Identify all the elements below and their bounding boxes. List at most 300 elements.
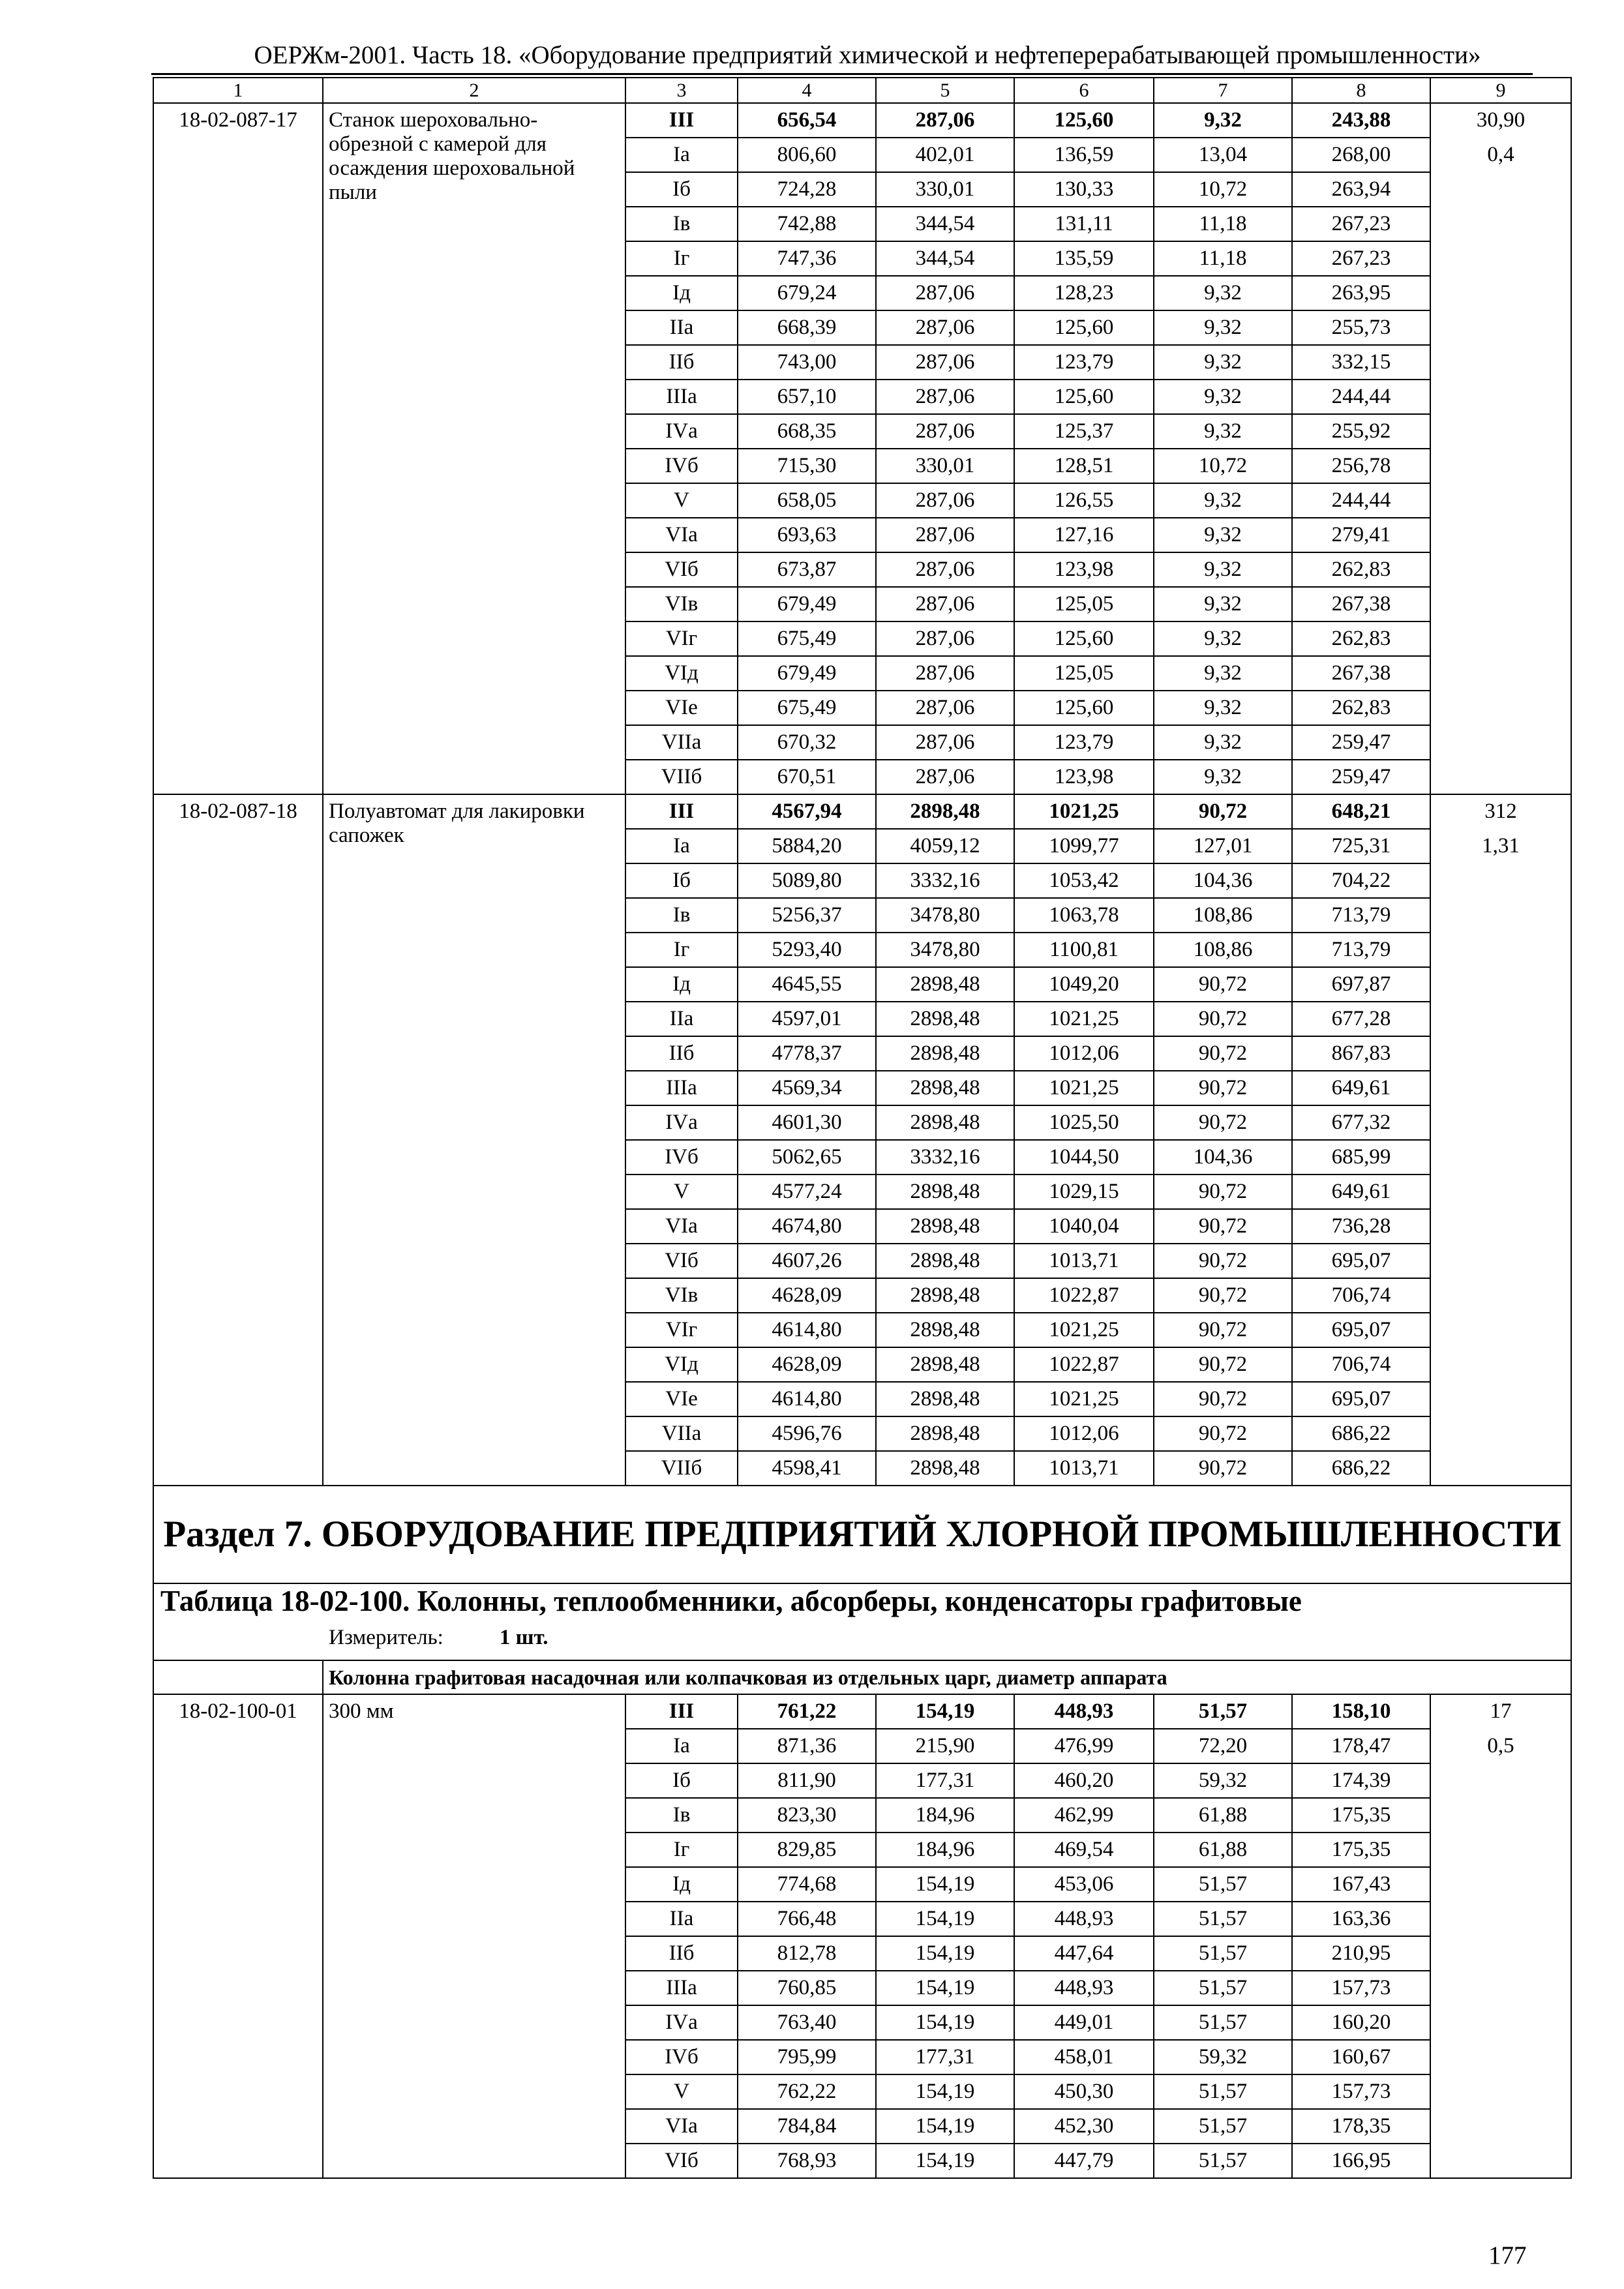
value-cell: 4567,94 [738,794,876,829]
value-cell: 90,72 [1154,1209,1292,1244]
value-cell: 287,06 [876,656,1014,691]
value-cell: 724,28 [738,172,876,207]
value-cell: 104,36 [1154,863,1292,898]
value-cell: 657,10 [738,380,876,414]
value-cell: 287,06 [876,552,1014,587]
category-cell: Iг [625,241,738,276]
value-cell: 5293,40 [738,933,876,967]
value-cell: 2898,48 [876,1313,1014,1347]
value-cell: 402,01 [876,138,1014,172]
value-cell: 725,31 [1292,829,1430,863]
value-cell: 704,22 [1292,863,1430,898]
value-cell: 706,74 [1292,1347,1430,1382]
value-cell: 448,93 [1014,1971,1154,2005]
column-number: 6 [1014,78,1154,103]
value-cell: 679,49 [738,656,876,691]
value-cell: 158,10 [1292,1694,1430,1729]
category-cell: Iд [625,276,738,310]
value-cell: 154,19 [876,1936,1014,1971]
col9-value: 0,5 [1487,1734,1514,1758]
value-cell: 51,57 [1154,2074,1292,2109]
value-cell: 9,32 [1154,621,1292,656]
value-cell: 1049,20 [1014,967,1154,1002]
value-cell: 267,38 [1292,587,1430,621]
value-cell: 9,32 [1154,587,1292,621]
value-cell: 127,01 [1154,829,1292,863]
value-cell: 51,57 [1154,2144,1292,2178]
category-cell: III [625,1694,738,1729]
category-cell: V [625,2074,738,2109]
value-cell: 5256,37 [738,898,876,933]
category-cell: Iб [625,863,738,898]
column-number: 5 [876,78,1014,103]
column-number: 3 [625,78,738,103]
column-number: 2 [323,78,625,103]
category-cell: VIд [625,1347,738,1382]
value-cell: 713,79 [1292,898,1430,933]
value-cell: 125,37 [1014,414,1154,449]
category-cell: Iг [625,933,738,967]
value-cell: 90,72 [1154,1002,1292,1036]
value-cell: 244,44 [1292,483,1430,518]
value-cell: 668,39 [738,310,876,345]
category-cell: IVб [625,2040,738,2074]
value-cell: 330,01 [876,172,1014,207]
value-cell: 9,32 [1154,691,1292,725]
column-number: 7 [1154,78,1292,103]
value-cell: 262,83 [1292,691,1430,725]
value-cell: 4645,55 [738,967,876,1002]
value-cell: 649,61 [1292,1071,1430,1105]
value-cell: 1021,25 [1014,1313,1154,1347]
value-cell: 2898,48 [876,794,1014,829]
value-cell: 2898,48 [876,967,1014,1002]
category-cell: IVа [625,1105,738,1140]
value-cell: 658,05 [738,483,876,518]
value-cell: 1012,06 [1014,1036,1154,1071]
value-cell: 670,51 [738,760,876,794]
col9-cell [1430,103,1571,794]
value-cell: 5089,80 [738,863,876,898]
value-cell: 4569,34 [738,1071,876,1105]
value-cell: 713,79 [1292,933,1430,967]
value-cell: 160,67 [1292,2040,1430,2074]
value-cell: 267,38 [1292,656,1430,691]
category-cell: IIб [625,1936,738,1971]
value-cell: 167,43 [1292,1867,1430,1902]
value-cell: 128,51 [1014,449,1154,483]
value-cell: 61,88 [1154,1798,1292,1833]
value-cell: 136,59 [1014,138,1154,172]
value-cell: 154,19 [876,2074,1014,2109]
value-cell: 10,72 [1154,172,1292,207]
category-cell: VIб [625,552,738,587]
category-cell: V [625,483,738,518]
value-cell: 175,35 [1292,1798,1430,1833]
table-row [153,794,1571,829]
value-cell: 806,60 [738,138,876,172]
measure-line [160,1623,1571,1652]
value-cell: 125,60 [1014,380,1154,414]
value-cell: 154,19 [876,2144,1014,2178]
value-cell: 448,93 [1014,1902,1154,1936]
value-cell: 706,74 [1292,1278,1430,1313]
value-cell: 2898,48 [876,1105,1014,1140]
value-cell: 51,57 [1154,2005,1292,2040]
value-cell: 1040,04 [1014,1209,1154,1244]
value-cell: 1021,25 [1014,1002,1154,1036]
value-cell: 287,06 [876,760,1014,794]
value-cell: 4614,80 [738,1313,876,1347]
value-cell: 795,99 [738,2040,876,2074]
value-cell: 656,54 [738,103,876,138]
value-cell: 9,32 [1154,760,1292,794]
value-cell: 449,01 [1014,2005,1154,2040]
category-cell: Iа [625,138,738,172]
value-cell: 125,60 [1014,691,1154,725]
value-cell: 448,93 [1014,1694,1154,1729]
value-cell: 685,99 [1292,1140,1430,1174]
value-cell: 2898,48 [876,1451,1014,1486]
value-cell: 1013,71 [1014,1451,1154,1486]
category-cell: VIе [625,1382,738,1416]
value-cell: 125,05 [1014,587,1154,621]
value-cell: 13,04 [1154,138,1292,172]
value-cell: 160,20 [1292,2005,1430,2040]
value-cell: 330,01 [876,449,1014,483]
value-cell: 9,32 [1154,345,1292,380]
value-cell: 90,72 [1154,1244,1292,1278]
category-cell: III [625,794,738,829]
value-cell: 90,72 [1154,967,1292,1002]
value-cell: 157,73 [1292,1971,1430,2005]
value-cell: 4628,09 [738,1278,876,1313]
category-cell: VIб [625,2144,738,2178]
value-cell: 125,05 [1014,656,1154,691]
category-cell: Iг [625,1833,738,1867]
value-cell: 90,72 [1154,1382,1292,1416]
value-cell: 4059,12 [876,829,1014,863]
category-cell: VIв [625,587,738,621]
table-heading-row [153,1583,1571,1660]
value-cell: 51,57 [1154,1971,1292,2005]
value-cell: 131,11 [1014,207,1154,241]
value-cell: 90,72 [1154,1071,1292,1105]
category-cell: Iа [625,1729,738,1763]
value-cell: 344,54 [876,207,1014,241]
category-cell: VIг [625,1313,738,1347]
equipment-name: Станок шероховально-обрезной с камерой для осаждения шероховальной пыли [323,103,625,794]
category-cell: Iд [625,1867,738,1902]
value-cell: 123,79 [1014,725,1154,760]
value-cell: 677,28 [1292,1002,1430,1036]
value-cell: 135,59 [1014,241,1154,276]
value-cell: 11,18 [1154,207,1292,241]
category-cell: IIIа [625,380,738,414]
category-cell: VIIб [625,760,738,794]
value-cell: 695,07 [1292,1313,1430,1347]
rates-table [153,77,1572,2179]
section-title: Раздел 7. ОБОРУДОВАНИЕ ПРЕДПРИЯТИЙ ХЛОРНОЙ ПРОМЫШЛЕННОСТИ [153,1486,1571,1583]
value-cell: 51,57 [1154,1902,1292,1936]
value-cell: 287,06 [876,414,1014,449]
value-cell: 447,64 [1014,1936,1154,1971]
value-cell: 1021,25 [1014,794,1154,829]
value-cell: 177,31 [876,2040,1014,2074]
value-cell: 823,30 [738,1798,876,1833]
value-cell: 154,19 [876,1867,1014,1902]
value-cell: 344,54 [876,241,1014,276]
value-cell: 867,83 [1292,1036,1430,1071]
column-number-row [153,78,1571,103]
value-cell: 4601,30 [738,1105,876,1140]
category-cell: V [625,1174,738,1209]
value-cell: 90,72 [1154,794,1292,829]
category-cell: VIIб [625,1451,738,1486]
value-cell: 262,83 [1292,621,1430,656]
value-cell: 126,55 [1014,483,1154,518]
value-cell: 184,96 [876,1798,1014,1833]
rate-code: 18-02-100-01 [153,1694,323,2178]
value-cell: 287,06 [876,691,1014,725]
value-cell: 127,16 [1014,518,1154,552]
value-cell: 1013,71 [1014,1244,1154,1278]
rate-code: 18-02-087-17 [153,103,323,794]
value-cell: 2898,48 [876,1209,1014,1244]
value-cell: 3332,16 [876,1140,1014,1174]
value-cell: 72,20 [1154,1729,1292,1763]
value-cell: 2898,48 [876,1244,1014,1278]
value-cell: 3478,80 [876,898,1014,933]
value-cell: 2898,48 [876,1036,1014,1071]
value-cell: 649,61 [1292,1174,1430,1209]
value-cell: 812,78 [738,1936,876,1971]
value-cell: 4778,37 [738,1036,876,1071]
value-cell: 648,21 [1292,794,1430,829]
value-cell: 760,85 [738,1971,876,2005]
category-cell: IIб [625,345,738,380]
value-cell: 166,95 [1292,2144,1430,2178]
value-cell: 123,79 [1014,345,1154,380]
value-cell: 163,36 [1292,1902,1430,1936]
table-row [153,103,1571,138]
value-cell: 177,31 [876,1763,1014,1798]
value-cell: 215,90 [876,1729,1014,1763]
value-cell: 747,36 [738,241,876,276]
value-cell: 469,54 [1014,1833,1154,1867]
value-cell: 90,72 [1154,1347,1292,1382]
category-cell: VIг [625,621,738,656]
equipment-name: 300 мм [323,1694,625,2178]
category-cell: VIа [625,1209,738,1244]
value-cell: 175,35 [1292,1833,1430,1867]
value-cell: 1029,15 [1014,1174,1154,1209]
value-cell: 4577,24 [738,1174,876,1209]
value-cell: 51,57 [1154,2109,1292,2144]
value-cell: 762,22 [738,2074,876,2109]
value-cell: 2898,48 [876,1278,1014,1313]
category-cell: VIд [625,656,738,691]
table-title: Таблица 18-02-100. Колонны, теплообменники, абсорберы, конденсаторы графитовые [160,1585,1302,1617]
col9-value: 1,31 [1482,834,1520,858]
value-cell: 332,15 [1292,345,1430,380]
value-cell: 9,32 [1154,414,1292,449]
value-cell: 675,49 [738,691,876,725]
col9-value: 17 [1490,1699,1512,1723]
value-cell: 2898,48 [876,1347,1014,1382]
value-cell: 255,92 [1292,414,1430,449]
value-cell: 763,40 [738,2005,876,2040]
measure-value: 1 шт. [499,1626,549,1649]
value-cell: 2898,48 [876,1174,1014,1209]
value-cell: 2898,48 [876,1416,1014,1451]
value-cell: 90,72 [1154,1174,1292,1209]
value-cell: 460,20 [1014,1763,1154,1798]
value-cell: 673,87 [738,552,876,587]
value-cell: 1063,78 [1014,898,1154,933]
subheading: Колонна графитовая насадочная или колпачковая из отдельных царг, диаметр аппарата [323,1660,1571,1694]
column-number: 4 [738,78,876,103]
value-cell: 462,99 [1014,1798,1154,1833]
category-cell: Iв [625,207,738,241]
value-cell: 178,35 [1292,2109,1430,2144]
value-cell: 154,19 [876,1694,1014,1729]
value-cell: 695,07 [1292,1244,1430,1278]
value-cell: 1021,25 [1014,1382,1154,1416]
value-cell: 5884,20 [738,829,876,863]
category-cell: Iв [625,1798,738,1833]
equipment-name: Полуавтомат для лакировки сапожек [323,794,625,1486]
value-cell: 108,86 [1154,933,1292,967]
value-cell: 1022,87 [1014,1278,1154,1313]
value-cell: 178,47 [1292,1729,1430,1763]
value-cell: 670,32 [738,725,876,760]
value-cell: 9,32 [1154,518,1292,552]
value-cell: 677,32 [1292,1105,1430,1140]
value-cell: 9,32 [1154,103,1292,138]
measure-label: Измеритель: [329,1626,444,1649]
value-cell: 4628,09 [738,1347,876,1382]
subheading-row [153,1660,1571,1694]
value-cell: 1100,81 [1014,933,1154,967]
value-cell: 9,32 [1154,310,1292,345]
value-cell: 279,41 [1292,518,1430,552]
value-cell: 287,06 [876,310,1014,345]
value-cell: 287,06 [876,587,1014,621]
category-cell: Iа [625,829,738,863]
value-cell: 675,49 [738,621,876,656]
value-cell: 9,32 [1154,276,1292,310]
value-cell: 287,06 [876,621,1014,656]
value-cell: 784,84 [738,2109,876,2144]
value-cell: 51,57 [1154,1694,1292,1729]
value-cell: 679,24 [738,276,876,310]
value-cell: 695,07 [1292,1382,1430,1416]
value-cell: 9,32 [1154,483,1292,518]
value-cell: 1012,06 [1014,1416,1154,1451]
col9-cell [1430,794,1571,1486]
category-cell: VIIа [625,1416,738,1451]
category-cell: IIа [625,310,738,345]
value-cell: 4674,80 [738,1209,876,1244]
value-cell: 9,32 [1154,380,1292,414]
value-cell: 768,93 [738,2144,876,2178]
value-cell: 686,22 [1292,1416,1430,1451]
category-cell: Iв [625,898,738,933]
value-cell: 59,32 [1154,2040,1292,2074]
value-cell: 90,72 [1154,1105,1292,1140]
value-cell: 871,36 [738,1729,876,1763]
value-cell: 452,30 [1014,2109,1154,2144]
category-cell: VIе [625,691,738,725]
value-cell: 287,06 [876,276,1014,310]
value-cell: 90,72 [1154,1278,1292,1313]
value-cell: 453,06 [1014,1867,1154,1902]
value-cell: 262,83 [1292,552,1430,587]
value-cell: 210,95 [1292,1936,1430,1971]
value-cell: 125,60 [1014,103,1154,138]
category-cell: Iб [625,1763,738,1798]
column-number: 8 [1292,78,1430,103]
value-cell: 287,06 [876,345,1014,380]
category-cell: VIв [625,1278,738,1313]
value-cell: 59,32 [1154,1763,1292,1798]
category-cell: IVа [625,414,738,449]
value-cell: 668,35 [738,414,876,449]
page-number: 177 [1488,2241,1527,2269]
category-cell: Iб [625,172,738,207]
value-cell: 184,96 [876,1833,1014,1867]
value-cell: 1022,87 [1014,1347,1154,1382]
value-cell: 108,86 [1154,898,1292,933]
value-cell: 259,47 [1292,760,1430,794]
category-cell: Iд [625,967,738,1002]
value-cell: 9,32 [1154,656,1292,691]
value-cell: 287,06 [876,518,1014,552]
value-cell: 263,95 [1292,276,1430,310]
value-cell: 4614,80 [738,1382,876,1416]
value-cell: 1021,25 [1014,1071,1154,1105]
value-cell: 458,01 [1014,2040,1154,2074]
category-cell: III [625,103,738,138]
category-cell: VIа [625,518,738,552]
category-cell: IVб [625,1140,738,1174]
value-cell: 1025,50 [1014,1105,1154,1140]
value-cell: 742,88 [738,207,876,241]
category-cell: VIIа [625,725,738,760]
category-cell: VIб [625,1244,738,1278]
value-cell: 4596,76 [738,1416,876,1451]
category-cell: IIа [625,1002,738,1036]
value-cell: 104,36 [1154,1140,1292,1174]
table-row [153,1694,1571,1729]
value-cell: 774,68 [738,1867,876,1902]
value-cell: 263,94 [1292,172,1430,207]
value-cell: 154,19 [876,1902,1014,1936]
value-cell: 679,49 [738,587,876,621]
col9-value: 312 [1484,800,1517,823]
value-cell: 1053,42 [1014,863,1154,898]
value-cell: 1099,77 [1014,829,1154,863]
value-cell: 154,19 [876,2109,1014,2144]
value-cell: 9,32 [1154,725,1292,760]
value-cell: 61,88 [1154,1833,1292,1867]
rate-code: 18-02-087-18 [153,794,323,1486]
value-cell: 3478,80 [876,933,1014,967]
value-cell: 10,72 [1154,449,1292,483]
value-cell: 255,73 [1292,310,1430,345]
value-cell: 267,23 [1292,241,1430,276]
